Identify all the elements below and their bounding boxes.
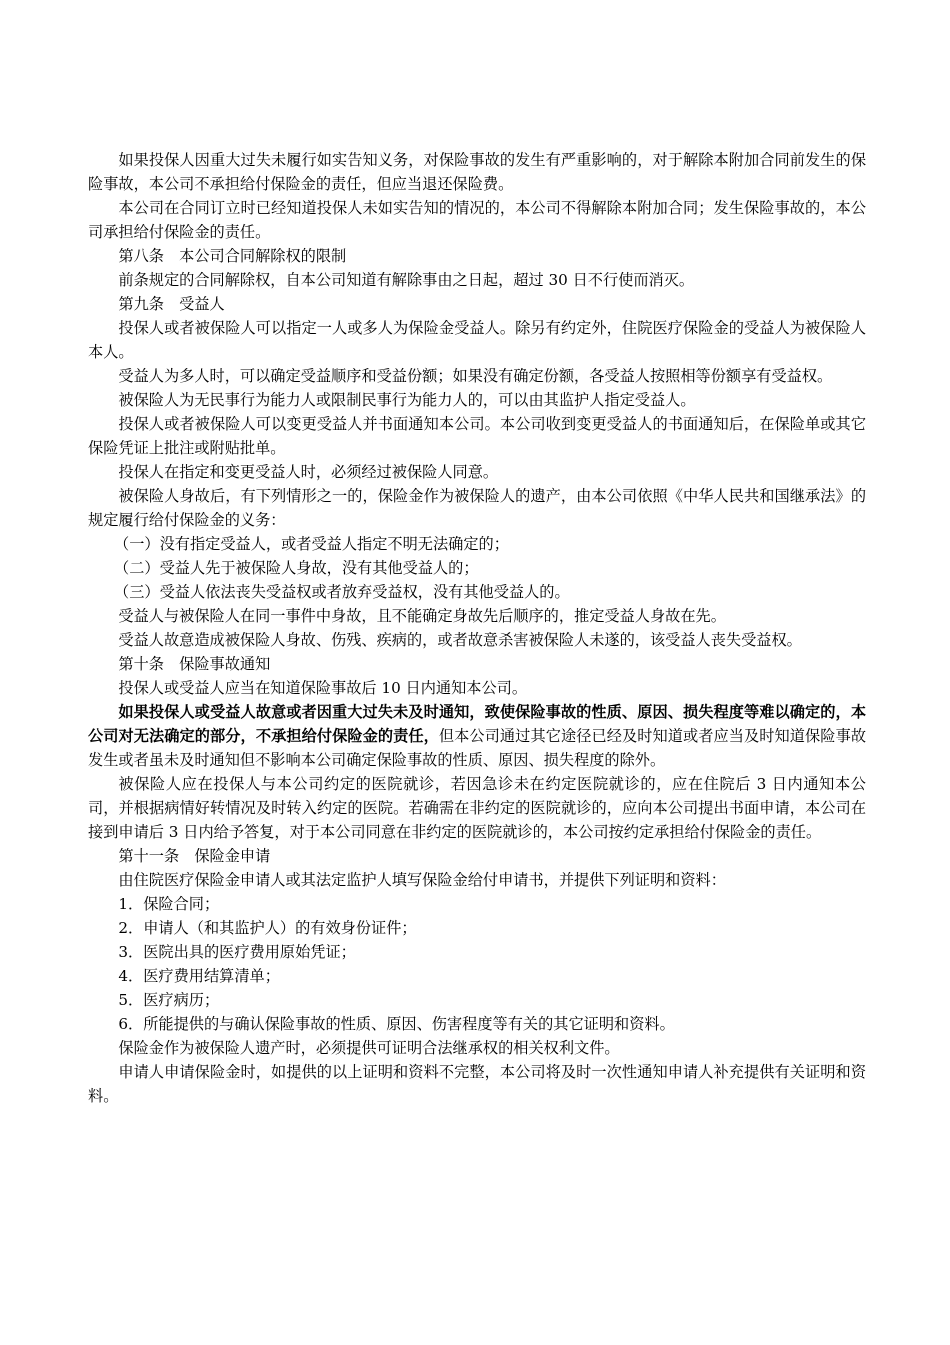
paragraph: 投保人在指定和变更受益人时，必须经过被保险人同意。 xyxy=(118,463,499,481)
paragraph: 被保险人为无民事行为能力人或限制民事行为能力人的，可以由其监护人指定受益人。 xyxy=(118,391,696,409)
article-heading-9: 第九条 受益人 xyxy=(118,295,225,313)
paragraph: 投保人或受益人应当在知道保险事故后 10 日内通知本公司。 xyxy=(118,679,528,697)
paragraph: 受益人为多人时，可以确定受益顺序和受益份额；如果没有确定份额，各受益人按照相等份额享有受益权。 xyxy=(118,367,833,385)
condition-item: （二）受益人先于被保险人身故，没有其他受益人的； xyxy=(114,559,479,577)
paragraph-rest: 但本公司通过其它途径已经及时知道或者应当及时知道保险事故发生或者虽未及时通知但不影响本公司确定保险事故的性质、原因、损失程度的除外。 xyxy=(88,727,867,769)
list-item: 3．医院出具的医疗费用原始凭证； xyxy=(118,943,356,961)
paragraph: 前条规定的合同解除权，自本公司知道有解除事由之日起，超过 30 日不行使而消灭。 xyxy=(118,271,695,289)
paragraph: 保险金作为被保险人遗产时，必须提供可证明合法继承权的相关权利文件。 xyxy=(118,1039,620,1057)
paragraph-with-bold xyxy=(88,700,866,772)
list-item: 5．医疗病历； xyxy=(118,991,220,1009)
list-item: 6．所能提供的与确认保险事故的性质、原因、伤害程度等有关的其它证明和资料。 xyxy=(118,1015,675,1033)
paragraph: 受益人与被保险人在同一事件中身故，且不能确定身故先后顺序的，推定受益人身故在先。 xyxy=(118,607,726,625)
paragraph: 本公司在合同订立时已经知道投保人未如实告知的情况的，本公司不得解除本附加合同；发生保险事故的，本公司承担给付保险金的责任。 xyxy=(88,199,866,241)
paragraph: 申请人申请保险金时，如提供的以上证明和资料不完整，本公司将及时一次性通知申请人补充提供有关证明和资料。 xyxy=(88,1063,866,1105)
condition-item: （一）没有指定受益人，或者受益人指定不明无法确定的； xyxy=(114,535,509,553)
list-item: 4．医疗费用结算清单； xyxy=(118,967,280,985)
bold-clause: 如果投保人或受益人故意或者因重大过失未及时通知，致使保险事故的性质、原因、损失程度等难以确定的，本公司对无法确定的部分，不承担给付保险金的责任， xyxy=(88,703,866,745)
paragraph: 投保人或者被保险人可以指定一人或多人为保险金受益人。除另有约定外，住院医疗保险金的受益人为被保险人本人。 xyxy=(88,319,866,361)
document-page xyxy=(88,148,866,1108)
list-item: 2．申请人（和其监护人）的有效身份证件； xyxy=(118,919,417,937)
list-item: 1．保险合同； xyxy=(118,895,220,913)
paragraph: 如果投保人因重大过失未履行如实告知义务，对保险事故的发生有严重影响的，对于解除本附加合同前发生的保险事故，本公司不承担给付保险金的责任，但应当退还保险费。 xyxy=(88,151,866,193)
article-heading-8: 第八条 本公司合同解除权的限制 xyxy=(118,247,347,265)
paragraph: 由住院医疗保险金申请人或其法定监护人填写保险金给付申请书，并提供下列证明和资料： xyxy=(118,871,726,889)
article-heading-10: 第十条 保险事故通知 xyxy=(118,655,271,673)
paragraph: 被保险人身故后，有下列情形之一的，保险金作为被保险人的遗产，由本公司依照《中华人民共和国继承法》的规定履行给付保险金的义务： xyxy=(88,487,866,529)
condition-item: （三）受益人依法丧失受益权或者放弃受益权，没有其他受益人的。 xyxy=(114,583,570,601)
paragraph: 投保人或者被保险人可以变更受益人并书面通知本公司。本公司收到变更受益人的书面通知后，在保险单或其它保险凭证上批注或附贴批单。 xyxy=(88,415,866,457)
article-heading-11: 第十一条 保险金申请 xyxy=(118,847,271,865)
paragraph: 受益人故意造成被保险人身故、伤残、疾病的，或者故意杀害被保险人未遂的，该受益人丧失受益权。 xyxy=(118,631,802,649)
paragraph: 被保险人应在投保人与本公司约定的医院就诊，若因急诊未在约定医院就诊的，应在住院后 3 日内通知本公司，并根据病情好转情况及时转入约定的医院。若确需在非约定的医院就诊的，应向本公司提出书面申请，本公司在接到申请后 3 日内给予答复，对于本公司同意在非约定的医院就诊的，本公司按约定承担给付保险金的责任。 xyxy=(88,775,866,841)
